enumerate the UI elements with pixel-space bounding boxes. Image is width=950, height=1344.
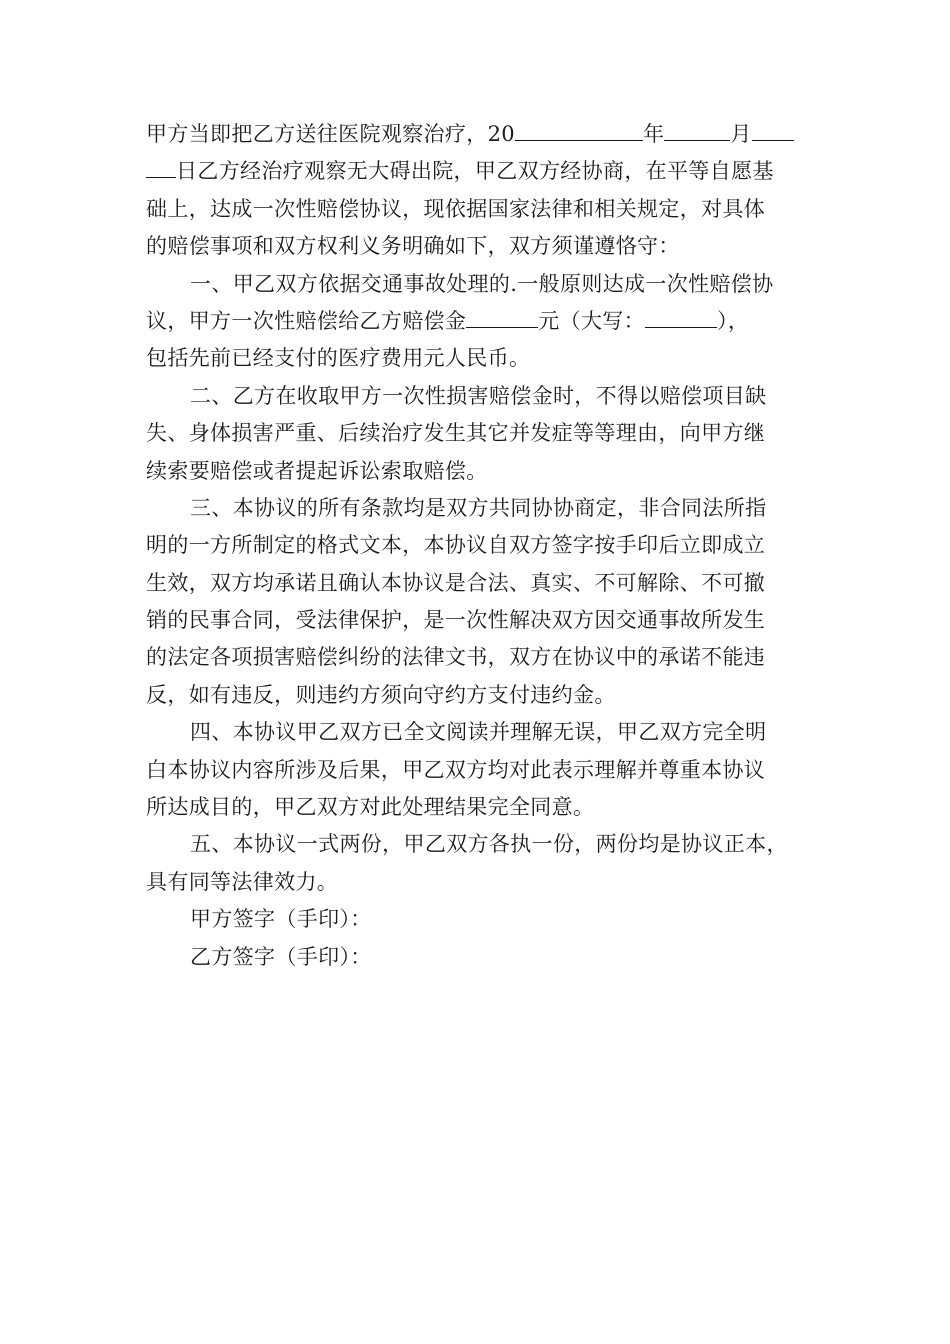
agreement-body xyxy=(146,116,826,976)
clause-3-line-5: 的法定各项损害赔偿纠纷的法律文书，双方在协议中的承诺不能违 xyxy=(146,645,766,670)
clause-1-line-3: 包括先前已经支付的医疗费用元人民币。 xyxy=(146,346,531,371)
intro-text: 甲方当即把乙方送往医院观察治疗，20 xyxy=(146,122,516,146)
month-blank[interactable] xyxy=(664,118,730,141)
party-a-signature-label: 甲方签字（手印）： xyxy=(190,907,372,932)
day-blank-part-1[interactable] xyxy=(752,118,794,141)
clause-5-line-2: 具有同等法律效力。 xyxy=(146,869,339,894)
compensation-amount-blank[interactable] xyxy=(466,305,538,328)
clause-4-line-2: 白本协议内容所涉及后果，甲乙双方均对此表示理解并尊重本协议 xyxy=(146,757,766,782)
intro-line-2 xyxy=(146,153,826,190)
clause-3-line-4: 销的民事合同，受法律保护，是一次性解决双方因交通事故所发生 xyxy=(146,608,766,633)
clause-text: 元（大写： xyxy=(538,308,645,333)
clause-text: 议，甲方一次性赔偿给乙方赔偿金 xyxy=(146,308,467,333)
clause-2-line-1: 二、乙方在收取甲方一次性损害赔偿金时，不得以赔偿项目缺 xyxy=(190,383,767,408)
clause-3-line-3: 生效，双方均承诺且确认本协议是合法、真实、不可解除、不可撤 xyxy=(146,570,766,595)
amount-in-words-blank[interactable] xyxy=(645,305,717,328)
intro-text: 日乙方经治疗观察无大碍出院，甲乙双方经协商，在平等自愿基 xyxy=(176,159,774,184)
clause-2-line-3: 续索要赔偿或者提起诉讼索取赔偿。 xyxy=(146,458,488,483)
year-label: 年 xyxy=(643,122,665,146)
day-blank-part-2[interactable] xyxy=(146,155,176,178)
party-b-signature-label: 乙方签字（手印）： xyxy=(190,944,372,969)
intro-line-3: 础上，达成一次性赔偿协议，现依据国家法律和相关规定，对具体 xyxy=(146,196,766,221)
clause-4-line-3: 所达成目的，甲乙双方对此处理结果完全同意。 xyxy=(146,795,595,820)
clause-1-line-2 xyxy=(146,303,826,340)
clause-5-line-1: 五、本协议一式两份，甲乙双方各执一份，两份均是协议正本， xyxy=(190,832,788,857)
clause-4-line-1: 四、本协议甲乙双方已全文阅读并理解无误，甲乙双方完全明 xyxy=(190,720,767,745)
clause-text: ）， xyxy=(717,308,750,333)
intro-line-1 xyxy=(146,116,826,153)
year-blank[interactable] xyxy=(515,118,643,141)
intro-line-4: 的赔偿事项和双方权利义务明确如下，双方须谨遵恪守： xyxy=(146,234,680,259)
clause-2-line-2: 失、身体损害严重、后续治疗发生其它并发症等等理由，向甲方继 xyxy=(146,421,766,446)
clause-3-line-2: 明的一方所制定的格式文本，本协议自双方签字按手印后立即成立 xyxy=(146,533,766,558)
clause-3-line-6: 反，如有违反，则违约方须向守约方支付违约金。 xyxy=(146,682,616,707)
clause-1-line-1: 一、甲乙双方依据交通事故处理的.一般原则达成一次性赔偿协 xyxy=(190,271,774,296)
clause-3-line-1: 三、本协议的所有条款均是双方共同协协商定，非合同法所指 xyxy=(190,495,767,520)
month-label: 月 xyxy=(730,122,752,146)
